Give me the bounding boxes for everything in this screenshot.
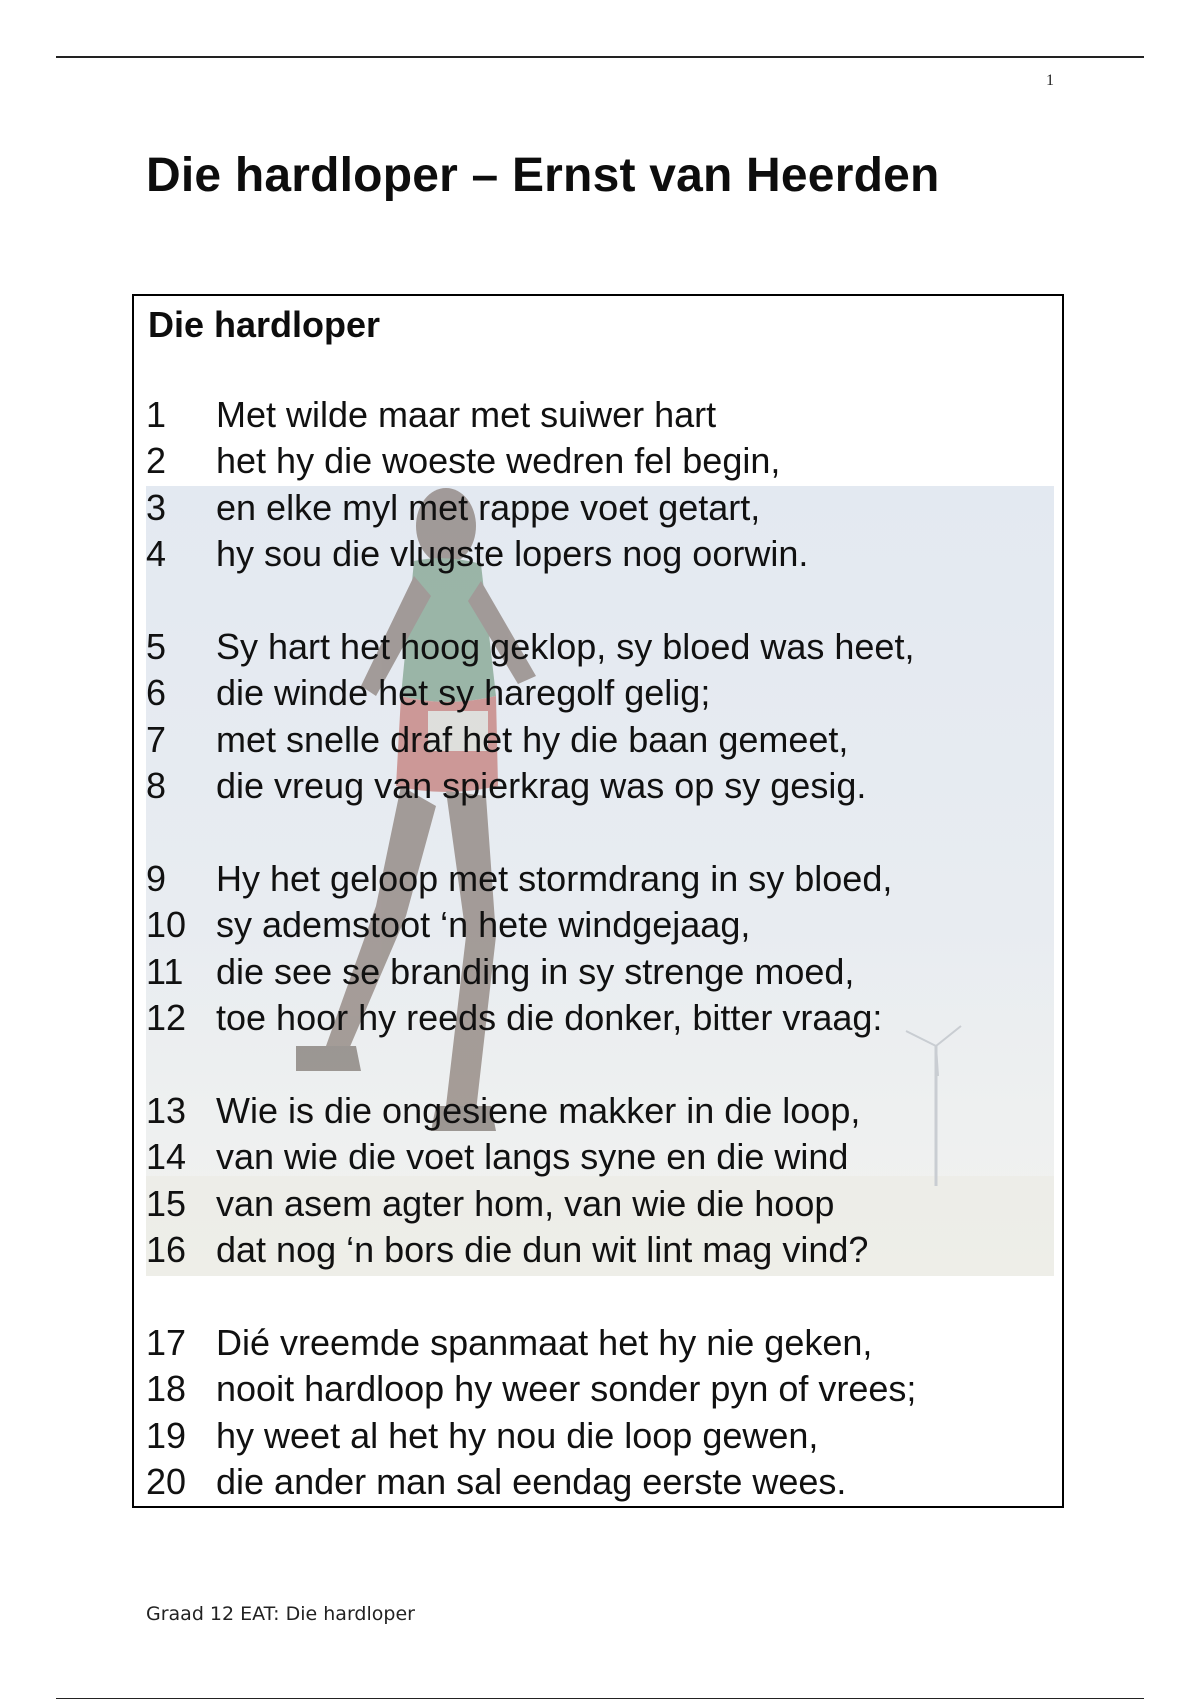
line-text: Met wilde maar met suiwer hart (216, 394, 717, 435)
line-number: 12 (146, 997, 187, 1039)
stanza-2 (146, 624, 1056, 810)
line-number: 13 (146, 1089, 187, 1131)
poem-line (146, 856, 1056, 902)
poem-line (146, 717, 1056, 763)
poem-line (146, 1320, 1056, 1366)
line-number: 16 (146, 1229, 187, 1271)
line-text: van asem agter hom, van wie die hoop (216, 1182, 835, 1224)
stanza-5 (146, 1320, 1056, 1506)
header-rule (56, 56, 1144, 58)
line-text: toe hoor hy reeds die donker, bitter vraag: (216, 997, 883, 1039)
line-text: hy weet al het hy nou die loop gewen, (216, 1414, 819, 1456)
line-number: 7 (146, 718, 167, 760)
document-title: Die hardloper – Ernst van Heerden (146, 149, 940, 202)
line-number: 20 (146, 1460, 187, 1502)
poem-line (146, 1134, 1056, 1180)
line-text: hy sou die vlugste lopers nog oorwin. (216, 533, 809, 575)
stanza-4 (146, 1088, 1056, 1274)
line-text: Wie is die ongesiene makker in die loop, (216, 1089, 861, 1131)
line-text: die winde het sy haregolf gelig; (216, 672, 711, 714)
line-number: 11 (146, 950, 184, 992)
stanza-gap (146, 578, 1056, 624)
line-number: 4 (146, 533, 167, 575)
poem-box (132, 294, 1064, 1508)
line-text: het hy die woeste wedren fel begin, (216, 440, 781, 482)
line-number: 2 (146, 440, 167, 482)
footer-rule (56, 1698, 1144, 1699)
line-number: 8 (146, 765, 167, 807)
line-text: sy ademstoot ‘n hete windgejaag, (216, 904, 751, 946)
line-number: 3 (146, 486, 167, 528)
poem-line (146, 1413, 1056, 1459)
line-text: die ander man sal eendag eerste wees. (216, 1460, 847, 1502)
poem-line (146, 995, 1056, 1041)
poem-title: Die hardloper (148, 304, 381, 345)
line-number: 1 (146, 394, 167, 435)
poem-line (146, 392, 1056, 438)
poem-line (146, 1181, 1056, 1227)
line-text: die vreug van spierkrag was op sy gesig. (216, 765, 867, 807)
poem-line (146, 531, 1056, 577)
line-text: van wie die voet langs syne en die wind (216, 1136, 849, 1178)
stanza-1 (146, 392, 1056, 578)
stanza-gap (146, 1041, 1056, 1087)
line-number: 15 (146, 1182, 187, 1224)
line-text: dat nog ‘n bors die dun wit lint mag vind? (216, 1229, 869, 1271)
poem-line (146, 1366, 1056, 1412)
line-text: Sy hart het hoog geklop, sy bloed was heet, (216, 625, 915, 667)
line-text: en elke myl met rappe voet getart, (216, 486, 761, 528)
poem-line (146, 1459, 1056, 1505)
poem-line (146, 485, 1056, 531)
poem-line (146, 438, 1056, 484)
line-number: 17 (146, 1321, 187, 1363)
page-number: 1 (1046, 72, 1054, 89)
poem-line (146, 1227, 1056, 1273)
line-number: 14 (146, 1136, 187, 1178)
line-number: 18 (146, 1368, 187, 1410)
line-number: 9 (146, 857, 167, 899)
line-text: Hy het geloop met stormdrang in sy bloed, (216, 857, 893, 899)
stanza-3 (146, 856, 1056, 1042)
line-number: 19 (146, 1414, 187, 1456)
poem-line (146, 949, 1056, 995)
stanza-gap (146, 1273, 1056, 1319)
line-number: 5 (146, 625, 167, 667)
stanza-gap (146, 810, 1056, 856)
line-text: met snelle draf het hy die baan gemeet, (216, 718, 849, 760)
line-number: 6 (146, 672, 167, 714)
line-text: Dié vreemde spanmaat het hy nie geken, (216, 1321, 873, 1363)
line-text: nooit hardloop hy weer sonder pyn of vrees; (216, 1368, 917, 1410)
poem-line (146, 1088, 1056, 1134)
poem-line (146, 902, 1056, 948)
poem-line (146, 670, 1056, 716)
line-text: die see se branding in sy strenge moed, (216, 950, 855, 992)
poem-lines (146, 392, 1056, 1505)
footer-note: Graad 12 EAT: Die hardloper (146, 1603, 415, 1625)
poem-line (146, 763, 1056, 809)
line-number: 10 (146, 904, 187, 946)
poem-line (146, 624, 1056, 670)
